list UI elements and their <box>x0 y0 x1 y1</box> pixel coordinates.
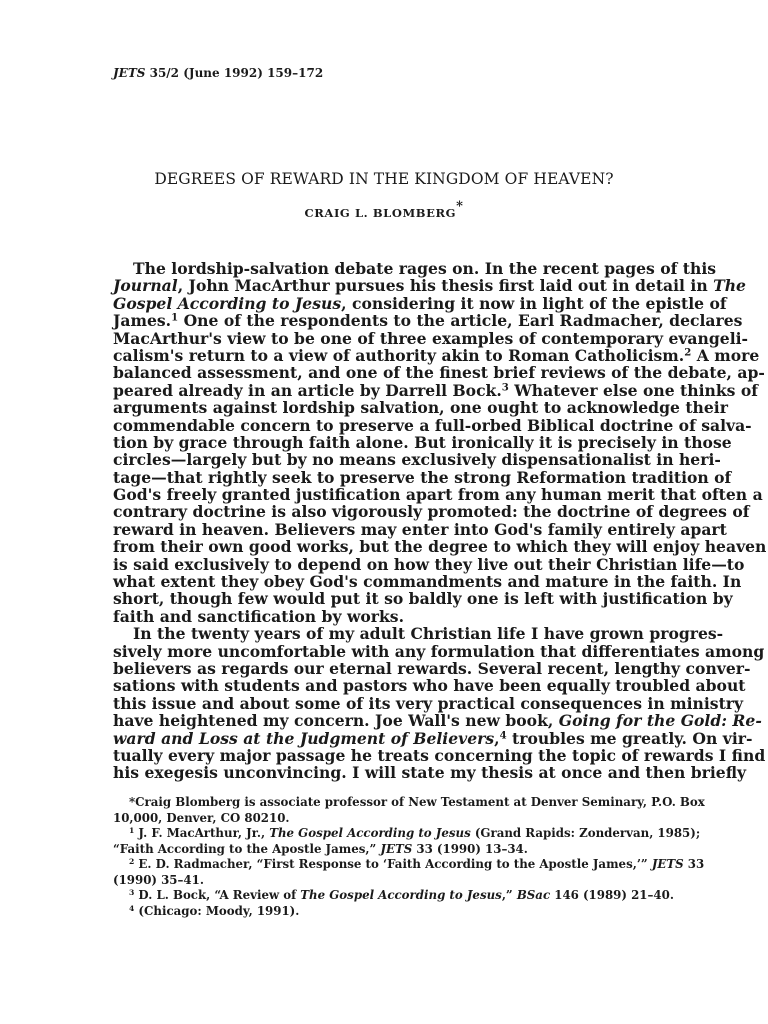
text-run: James. <box>113 311 172 331</box>
body-line <box>113 432 732 452</box>
body-line <box>113 328 749 348</box>
footnote-ref: 2 <box>129 856 135 866</box>
text-run: 146 (1989) 21–40. <box>550 888 674 902</box>
text-run: tion by grace through faith alone. But ironically it is precisely in those <box>113 432 732 452</box>
journal-name: JETS <box>113 66 146 80</box>
text-run: One of the respondents to the article, Earl Radmacher, declares <box>178 311 743 331</box>
body-line <box>113 589 733 609</box>
italic-text: The <box>713 276 746 296</box>
body-line <box>113 311 743 331</box>
text-run: 33 (1990) 13–34. <box>412 841 528 856</box>
text-run: have heightened my concern. Joe Wall's new book, <box>113 711 559 731</box>
text-run: is said exclusively to depend on how they live out their Christian life—to <box>113 554 745 574</box>
footnote-ref: 2 <box>684 346 692 359</box>
body-line <box>113 259 717 278</box>
text-run: sations with students and pastors who have been equally troubled about <box>113 676 746 696</box>
body-line <box>113 624 724 644</box>
body-line <box>113 415 752 435</box>
text-run: sively more uncomfortable with any formulation that differentiates among <box>113 641 765 661</box>
text-run: reward in heaven. Believers may enter into God's family entirely apart <box>113 519 727 539</box>
italic-text: The Gospel According to Jesus <box>269 826 471 840</box>
italic-text: Journal <box>113 276 178 296</box>
body-line <box>113 502 750 522</box>
body-line <box>113 572 742 592</box>
footnote-line <box>113 888 683 904</box>
text-run: (Chicago: Moody, 1991). <box>134 903 300 918</box>
article-body <box>113 259 767 783</box>
text-run: contrary doctrine is also vigorously promoted: the doctrine of degrees of <box>113 502 750 522</box>
text-run: what extent they obey God's commandments and mature in the faith. In <box>113 572 742 592</box>
text-run: 10,000, Denver, CO 80210. <box>113 810 290 825</box>
text-run: his exegesis unconvincing. I will state my thesis at once and then briefly <box>113 763 747 783</box>
body-line <box>113 676 746 696</box>
text-run: ,” <box>501 888 517 902</box>
body-line <box>113 554 745 574</box>
text-run: Whatever else one thinks of <box>508 380 758 400</box>
text-run: believers as regards our eternal rewards. Several recent, lengthy conver- <box>113 658 751 678</box>
italic-text: JETS <box>380 841 413 856</box>
body-line <box>113 745 766 765</box>
footnote-ref: 3 <box>129 887 135 897</box>
text-run: (Grand Rapids: Zondervan, 1985); <box>470 826 701 840</box>
text-run: this issue and about some of its very practical consequences in ministry <box>113 693 744 713</box>
footnote-line <box>113 904 683 920</box>
article-title: DEGREES OF REWARD IN THE KINGDOM OF HEAVEN? <box>154 170 614 188</box>
article-author <box>0 198 768 220</box>
text-run: arguments against lordship salvation, one ought to acknowledge their <box>113 398 728 418</box>
author-footnote-mark: * <box>456 198 464 214</box>
text-run: tage—that rightly seek to preserve the strong Reformation tradition of <box>113 467 732 487</box>
body-line <box>113 398 728 418</box>
footnote-line <box>113 825 701 842</box>
footnote-ref: 3 <box>501 381 509 394</box>
text-run: short, though few would put it so baldly one is left with justification by <box>113 589 733 609</box>
body-line <box>113 485 763 505</box>
body-line <box>113 763 747 783</box>
footnotes <box>113 795 705 919</box>
body-line <box>113 693 744 713</box>
body-line <box>113 537 767 557</box>
text-run: balanced assessment, and one of the finest brief reviews of the debate, ap- <box>113 363 765 383</box>
body-line <box>113 293 727 313</box>
text-run: In the twenty years of my adult Christian life I have grown progres- <box>133 624 724 644</box>
journal-citation-header <box>113 66 323 80</box>
body-line <box>113 450 721 470</box>
body-line <box>113 276 746 296</box>
text-run: peared already in an article by Darrell Bock. <box>113 380 502 400</box>
text-run: calism's return to a view of authority akin to Roman Catholicism. <box>113 345 685 365</box>
body-line <box>113 608 683 625</box>
body-line <box>113 711 762 731</box>
footnote-line <box>113 856 705 873</box>
body-line <box>113 363 765 383</box>
body-line <box>113 467 732 487</box>
text-run: troubles me greatly. On vir- <box>506 728 753 748</box>
text-run: commendable concern to preserve a full-orbed Biblical doctrine of salva- <box>113 415 752 435</box>
footnote-ref: 4 <box>499 728 507 741</box>
text-run: E. D. Radmacher, “First Response to ‘Faith According to the Apostle James,’” <box>134 857 652 871</box>
text-run: (1990) 35–41. <box>113 872 204 887</box>
footnote-line <box>113 842 683 858</box>
footnote-ref: 1 <box>129 825 135 835</box>
footnote-ref: 1 <box>171 311 179 324</box>
text-run: The lordship-salvation debate rages on. In the recent pages of this <box>133 259 717 278</box>
issue-pages: 35/2 (June 1992) 159–172 <box>145 66 324 80</box>
body-line <box>113 519 727 539</box>
text-run: *Craig Blomberg is associate professor of New Testament at Denver Seminary, P.O. Box <box>129 795 705 809</box>
author-name: CRAIG L. BLOMBERG <box>304 206 457 220</box>
footnote-line <box>113 873 683 889</box>
body-line <box>113 658 751 678</box>
text-run: , considering it now in light of the epistle of <box>341 293 727 313</box>
text-run: tually every major passage he treats concerning the topic of rewards I find <box>113 745 766 765</box>
text-run: “Faith According to the Apostle James,” <box>113 841 381 856</box>
text-run: God's freely granted justification apart from any human merit that often a <box>113 485 763 505</box>
body-line <box>113 641 765 661</box>
text-run: A more <box>691 345 760 365</box>
italic-text: BSac <box>516 888 551 902</box>
footnote-line <box>113 795 705 811</box>
text-run: J. F. MacArthur, Jr., <box>134 826 270 840</box>
text-run: faith and sanctification by works. <box>113 606 404 626</box>
text-run: circles—largely but by no means exclusively dispensationalist in heri- <box>113 450 721 470</box>
footnote-ref: 4 <box>129 903 135 913</box>
text-run: MacArthur's view to be one of three examples of contemporary evangeli- <box>113 328 749 348</box>
body-line <box>113 728 753 748</box>
italic-text: Gospel According to Jesus <box>113 293 342 313</box>
text-run: 33 <box>683 857 705 871</box>
text-run: from their own good works, but the degree to which they will enjoy heaven <box>113 537 767 557</box>
italic-text: Going for the Gold: Re- <box>558 711 762 731</box>
text-run: , <box>494 728 500 748</box>
italic-text: ward and Loss at the Judgment of Believers <box>113 728 495 748</box>
italic-text: The Gospel According to Jesus <box>300 888 502 902</box>
text-run: D. L. Bock, “A Review of <box>134 888 301 902</box>
text-run: , John MacArthur pursues his thesis first laid out in detail in <box>177 276 714 296</box>
italic-text: JETS <box>651 857 684 871</box>
body-line <box>113 380 758 400</box>
body-line <box>113 345 760 365</box>
footnote-line <box>113 811 683 827</box>
